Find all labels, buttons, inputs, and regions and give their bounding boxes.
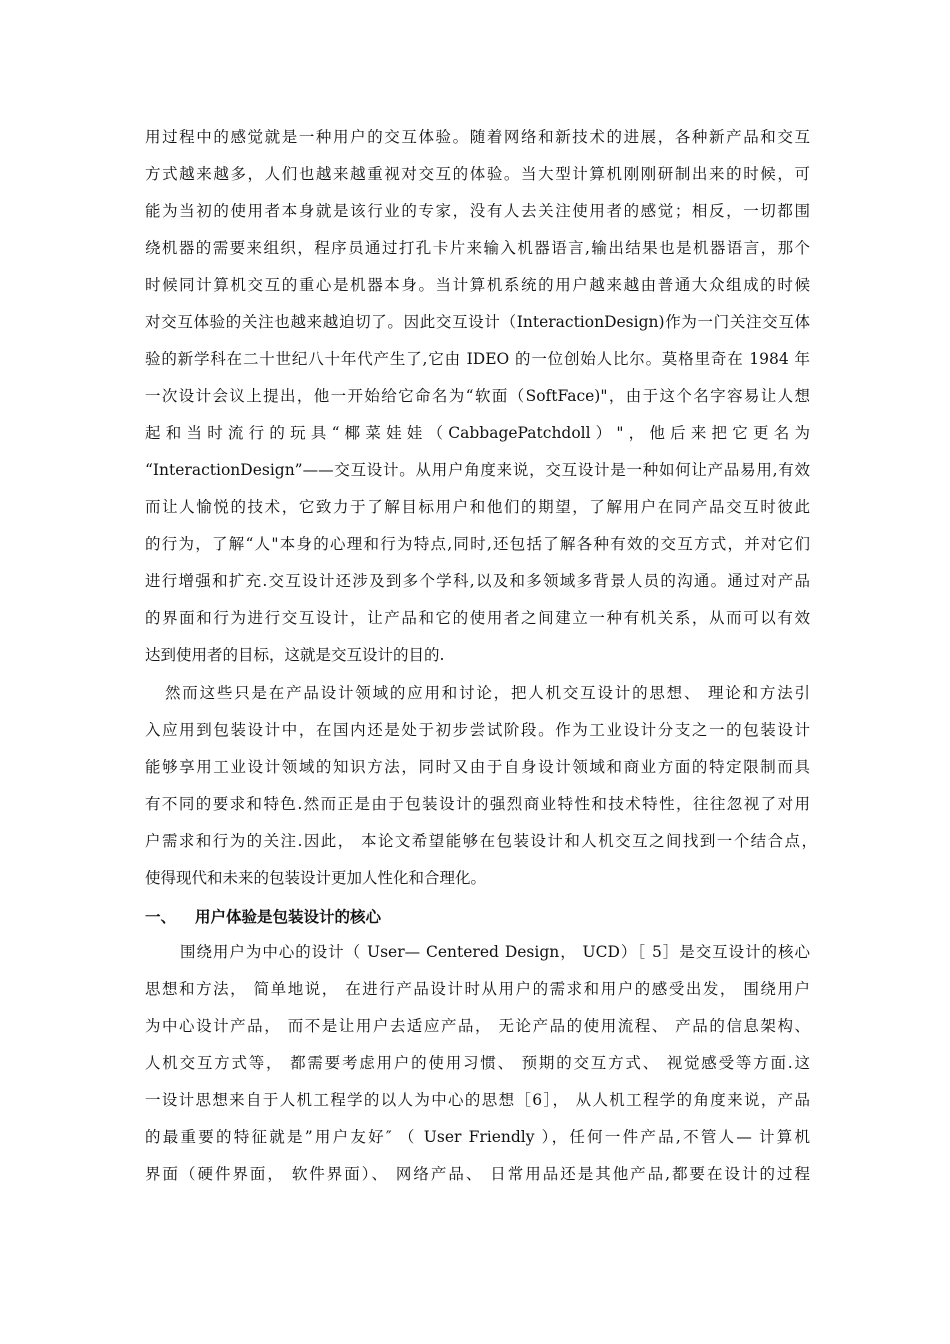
text-line: 一设计思想来自于人机工程学的以人为中心的思想［6］， 从人机工程学的角度来说，产品	[145, 1091, 810, 1109]
section-title: 用户体验是包装设计的核心	[195, 907, 382, 926]
text-line: “InteractionDesign”——交互设计。从用户角度来说，交互设计是一种如何让产品易用,有效	[145, 461, 810, 479]
text-line: 进行增强和扩充.交互设计还涉及到多个学科,以及和多领域多背景人员的沟通。通过对产品	[145, 572, 810, 590]
text-line: 能够享用工业设计领域的知识方法，同时又由于自身设计领域和商业方面的特定限制而具	[145, 758, 810, 776]
text-line: 的界面和行为进行交互设计，让产品和它的使用者之间建立一种有机关系，从而可以有效	[145, 609, 810, 627]
text-line: 方式越来越多，人们也越来越重视对交互的体验。当大型计算机刚刚研制出来的时候，可	[145, 165, 810, 183]
text-line: 用过程中的感觉就是一种用户的交互体验。随着网络和新技术的进展，各种新产品和交互	[145, 128, 810, 146]
text-line: 界面（硬件界面， 软件界面）、 网络产品、 日常用品还是其他产品,都要在设计的过程	[145, 1165, 810, 1183]
text-line: 人机交互方式等， 都需要考虑用户的使用习惯、 预期的交互方式、 视觉感受等方面.这	[145, 1054, 810, 1072]
text-line: 验的新学科在二十世纪八十年代产生了,它由 IDEO 的一位创始人比尔。莫格里奇在 1984 年	[145, 350, 810, 368]
text-line: 思想和方法， 简单地说， 在进行产品设计时从用户的需求和用户的感受出发， 围绕用户	[145, 980, 810, 998]
section-heading	[145, 907, 381, 927]
text-line: 使得现代和未来的包装设计更加人性化和合理化。	[145, 869, 487, 887]
text-line: 绕机器的需要来组织，程序员通过打孔卡片来输入机器语言,输出结果也是机器语言，那个	[145, 239, 810, 257]
text-line: 起 和 当 时 流 行 的 玩 具 “ 椰 菜 娃 娃 （ CabbagePatchdoll ） " ， 他 后 来 把 它 更 名 为	[145, 424, 810, 442]
section-number: 一、	[145, 907, 177, 926]
text-line: 围绕用户为中心的设计（ User— Centered Design， UCD）［ 5］是交互设计的核心	[180, 943, 810, 961]
text-line: 的最重要的特征就是”用户友好″ （ User Friendly ），任何一件产品,不管人— 计算机	[145, 1128, 810, 1146]
text-line: 入应用到包装设计中，在国内还是处于初步尝试阶段。作为工业设计分支之一的包装设计	[145, 721, 810, 739]
text-line: 达到使用者的目标，这就是交互设计的目的.	[145, 646, 445, 664]
text-line: 时候同计算机交互的重心是机器本身。当计算机系统的用户越来越由普通大众组成的时候	[145, 276, 810, 294]
text-line: 为中心设计产品， 而不是让用户去适应产品， 无论产品的使用流程、 产品的信息架构、	[145, 1017, 810, 1035]
text-line: 而让人愉悦的技术，它致力于了解目标用户和他们的期望，了解用户在同产品交互时彼此	[145, 498, 810, 516]
text-line: 有不同的要求和特色.然而正是由于包装设计的强烈商业特性和技术特性，往往忽视了对用	[145, 795, 810, 813]
text-line: 户需求和行为的关注.因此， 本论文希望能够在包装设计和人机交互之间找到一个结合点，	[145, 832, 817, 850]
text-line: 的行为，了解“人"本身的心理和行为特点,同时,还包括了解各种有效的交互方式，并对它们	[145, 535, 810, 553]
text-line: 对交互体验的关注也越来越迫切了。因此交互设计（InteractionDesign)作为一门关注交互体	[145, 313, 810, 331]
text-line: 一次设计会议上提出，他一开始给它命名为“软面（SoftFace)"，由于这个名字容易让人想	[145, 387, 810, 405]
text-line: 能为当初的使用者本身就是该行业的专家，没有人去关注使用者的感觉；相反，一切都围	[145, 202, 810, 220]
text-line: 然而这些只是在产品设计领域的应用和讨论，把人机交互设计的思想、 理论和方法引	[165, 684, 810, 702]
